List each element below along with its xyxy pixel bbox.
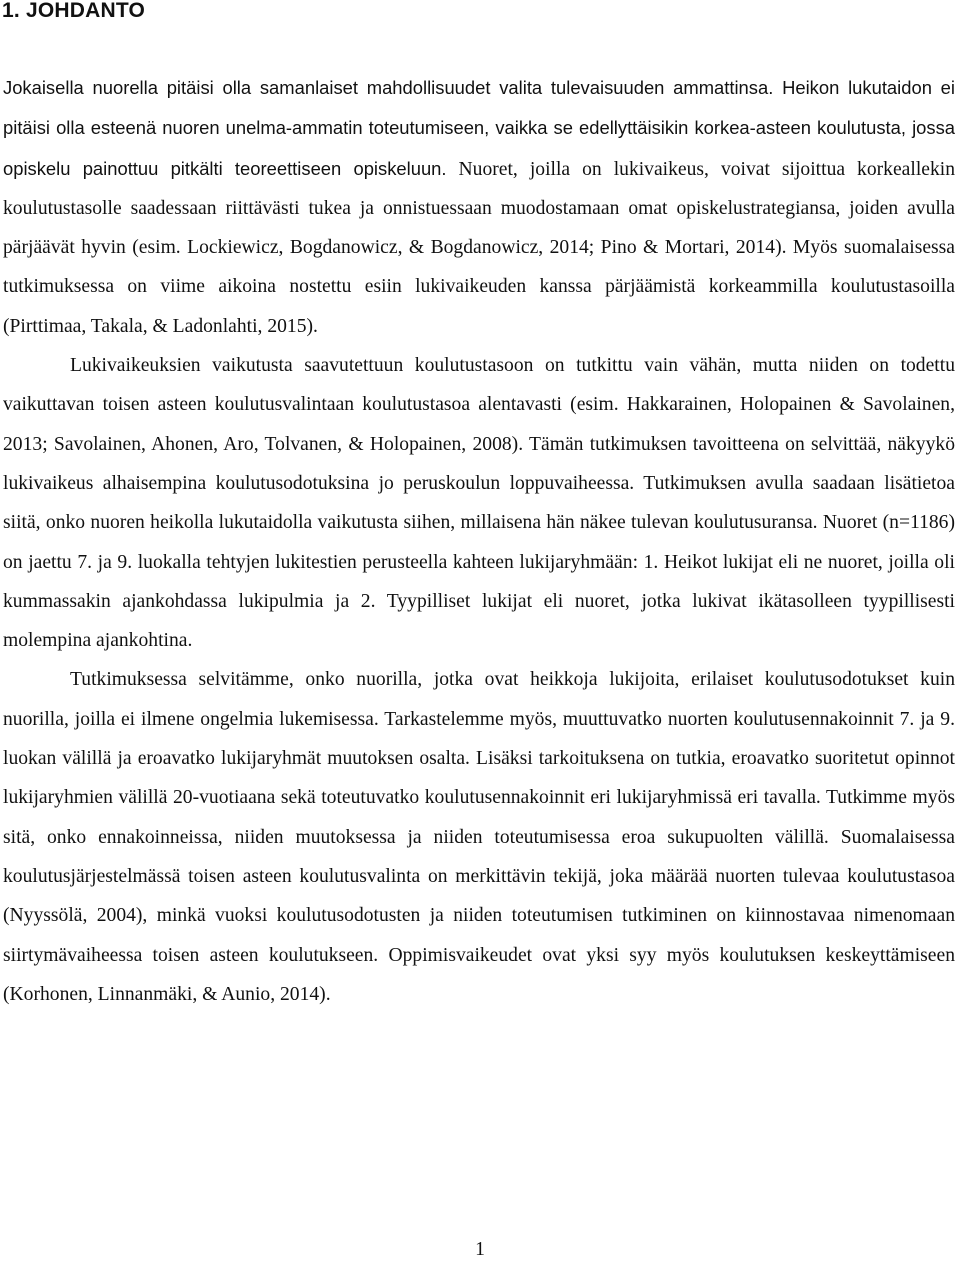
paragraph-1 xyxy=(3,68,955,346)
section-heading: 1. JOHDANTO xyxy=(2,0,146,22)
body-text xyxy=(3,68,955,1014)
page-number: 1 xyxy=(475,1239,485,1260)
paragraph-2 xyxy=(3,346,955,660)
paragraph-3 xyxy=(3,660,955,1014)
paragraph-3-run-1: Tutkimuksessa selvitämme, onko nuorilla, jotka ovat heikkoja lukijoita, erilaiset koulutusodotukset kuin nuorilla, joilla ei ilmene ongelmia lukemisessa. Tarkastelemme myös, muuttuvatko nuorten koulutusennakoinnit 7. ja 9. luokan välillä ja eroavatko lukijaryhmät muutoksen osalta. Lisäksi tarkoituksena on tutkia, eroavatko suoritetut opinnot lukijaryhmien välillä 20-vuotiaana sekä toteutuvatko koulutusennakoinnit eri lukijaryhmissä eri tavalla. Tutkimme myös sitä, onko ennakoinneissa, niiden muutoksessa ja niiden toteutumisessa eroa sukupuolten välillä. Suomalaisessa koulutusjärjestelmässä toisen asteen koulutusvalinta on merkittävin tekijä, joka määrää nuorten tulevaa koulutustasoa (Nyyssölä, 2004), minkä vuoksi koulutusodotusten ja niiden toteutumisen tutkiminen on kiinnostavaa nimenomaan siirtymävaiheessa toisen asteen koulutukseen. Oppimisvaikeudet ovat yksi syy myös koulutuksen keskeyttämiseen (Korhonen, Linnanmäki, & Aunio, 2014). xyxy=(3,669,955,1005)
paragraph-1-run-2: Nuoret, joilla on lukivaikeus, voivat sijoittua korkeallekin koulutustasolle saadessaan riittävästi tukea ja onnistuessaan muodostamaan omat opiskelustrategiansa, joiden avulla pärjäävät hyvin (esim. Lockiewicz, Bogdanowicz, & Bogdanowicz, 2014; Pino & Mortari, 2014). Myös suomalaisessa tutkimuksessa on viime aikoina nostettu esiin lukivaikeuden kanssa pärjäämistä korkeammilla koulutustasoilla (Pirttimaa, Takala, & Ladonlahti, 2015). xyxy=(3,158,955,337)
paragraph-1-run-1: Jokaisella nuorella pitäisi olla samanlaiset mahdollisuudet valita tulevaisuuden ammattinsa. Heikon lukutaidon ei pitäisi olla esteenä nuoren unelma-ammatin toteutumiseen, vaikka se edellyttäisikin korkea-asteen koulutusta, jossa opiskelu painottuu pitkälti teoreettiseen opiskeluun. xyxy=(3,77,955,179)
paragraph-2-run-1: Lukivaikeuksien vaikutusta saavutettuun koulutustasoon on tutkittu vain vähän, mutta niiden on todettu vaikuttavan toisen asteen koulutusvalintaan koulutustasoa alentavasti (esim. Hakkarainen, Holopainen & Savolainen, 2013; Savolainen, Ahonen, Aro, Tolvanen, & Holopainen, 2008). Tämän tutkimuksen tavoitteena on selvittää, näkyykö lukivaikeus alhaisempina koulutusodotuksina jo peruskoulun loppuvaiheessa. Tutkimuksen avulla saadaan lisätietoa siitä, onko nuoren heikolla lukutaidolla vaikutusta siihen, millaisena hän näkee tulevan koulutusuransa. Nuoret (n=1186) on jaettu 7. ja 9. luokalla tehtyjen lukitestien perusteella kahteen lukijaryhmään: 1. Heikot lukijat eli ne nuoret, joilla oli kummassakin ajankohdassa lukipulmia ja 2. Tyypilliset lukijat eli nuoret, jotka lukivat ikätasolleen tyypillisesti molempina ajankohtina. xyxy=(3,355,955,652)
